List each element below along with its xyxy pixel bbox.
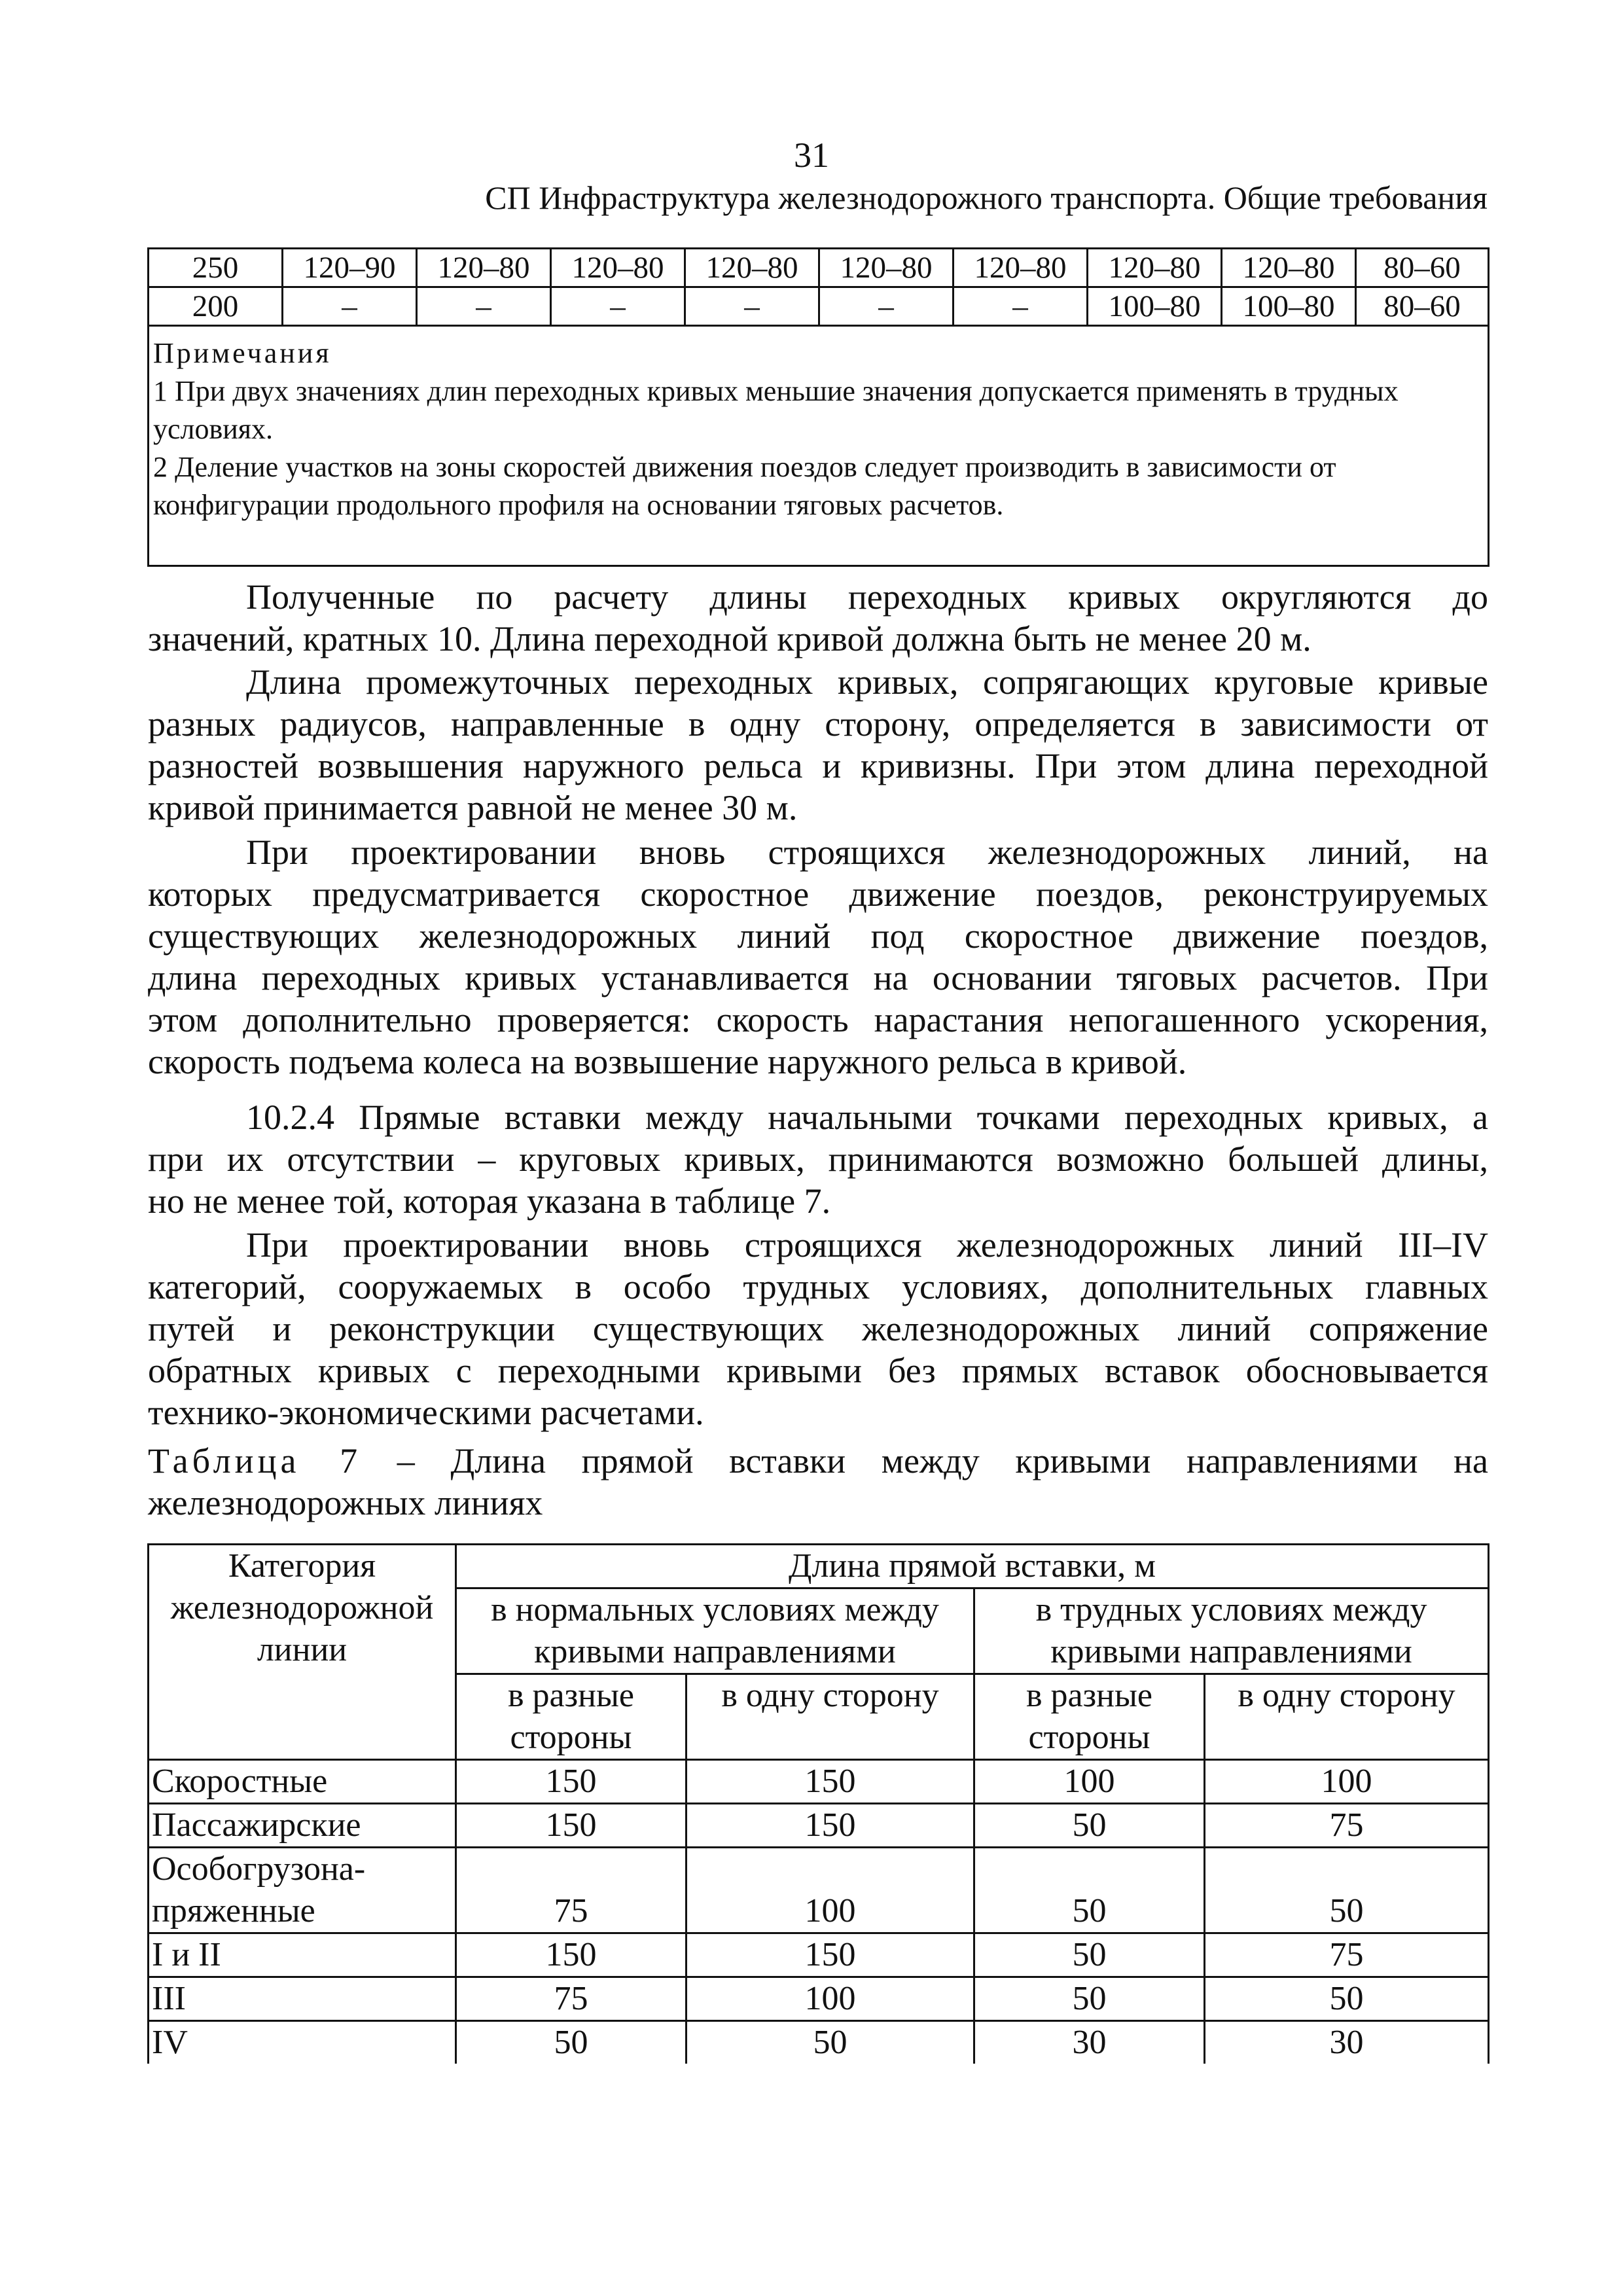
table-cell: 75 xyxy=(1205,1804,1489,1848)
text-line: при их отсутствии – круговых кривых, принимаются возможно большей длины, xyxy=(148,1139,1488,1179)
table-caption xyxy=(148,1440,1488,1524)
text-line: обратных кривых с переходными кривыми без прямых вставок обосновывается xyxy=(148,1351,1488,1390)
table-cell: 30 xyxy=(1205,2021,1489,2064)
row-category: Особогрузона-пряженные xyxy=(149,1848,456,1933)
table-cell: 50 xyxy=(687,2021,974,2064)
running-header: СП Инфраструктура железнодорожного транспорта. Общие требования xyxy=(485,179,1488,216)
text-line: путей и реконструкции существующих железнодорожных линий сопряжение xyxy=(148,1309,1488,1348)
table-cell: 75 xyxy=(1205,1933,1489,1977)
table-row xyxy=(149,1804,1489,1848)
text-line: разностей возвышения наружного рельса и кривизны. При этом длина переходной xyxy=(148,746,1488,785)
row-category: Скоростные xyxy=(149,1760,456,1804)
header-diff-sides: в разные стороны xyxy=(974,1674,1205,1760)
table-row xyxy=(149,1760,1489,1804)
table-row xyxy=(149,1977,1489,2021)
text-line: значений, кратных 10. Длина переходной кривой должна быть не менее 20 м. xyxy=(148,619,1311,658)
text-line: этом дополнительно проверяется: скорость нарастания непогашенного ускорения, xyxy=(148,1000,1488,1039)
table-cell: – xyxy=(551,287,685,326)
text-line: длина переходных кривых устанавливается на основании тяговых расчетов. При xyxy=(148,958,1488,997)
row-category: III xyxy=(149,1977,456,2021)
text-line: Полученные по расчету длины переходных кривых округляются до xyxy=(246,577,1488,617)
text-line: 10.2.4 Прямые вставки между начальными точками переходных кривых, а xyxy=(246,1098,1488,1137)
table-cell: 120–80 xyxy=(417,249,551,287)
paragraph xyxy=(148,1224,1488,1433)
header-one-side: в одну сторону xyxy=(687,1674,974,1760)
table-cell: 200 xyxy=(149,287,283,326)
text-line: которых предусматривается скоростное движение поездов, реконструируемых xyxy=(148,874,1488,914)
caption-line xyxy=(148,1440,1488,1482)
header-one-side: в одну сторону xyxy=(1205,1674,1489,1760)
table-cell: 120–80 xyxy=(685,249,819,287)
table-row xyxy=(149,2021,1489,2064)
table-cell: 120–80 xyxy=(551,249,685,287)
caption-text: – Длина прямой вставки между кривыми направлениями на xyxy=(361,1441,1489,1480)
notes-cell xyxy=(149,326,1489,566)
page-number: 31 xyxy=(794,135,829,175)
text-line: разных радиусов, направленные в одну сторону, определяется в зависимости от xyxy=(148,704,1488,744)
table-cell: 75 xyxy=(456,1848,687,1933)
table-cell: 50 xyxy=(1205,1848,1489,1933)
text-line: скорость подъема колеса на возвышение наружного рельса в кривой. xyxy=(148,1042,1187,1081)
header-difficult: в трудных условиях между кривыми направлениями xyxy=(974,1588,1489,1674)
paragraph xyxy=(148,831,1488,1083)
table-cell: 100 xyxy=(687,1848,974,1933)
table-cell: 100 xyxy=(687,1977,974,2021)
text-line: кривой принимается равной не менее 30 м. xyxy=(148,788,798,827)
table-cell: 150 xyxy=(687,1760,974,1804)
table-cell: 100 xyxy=(1205,1760,1489,1804)
row-category: IV xyxy=(149,2021,456,2064)
caption-line: железнодорожных линиях xyxy=(148,1483,543,1522)
table-cell: – xyxy=(283,287,417,326)
table-cell: 150 xyxy=(456,1760,687,1804)
table-cell: 150 xyxy=(687,1933,974,1977)
row-category: I и II xyxy=(149,1933,456,1977)
notes-title: Примечания xyxy=(153,337,332,369)
table-row xyxy=(149,249,1489,287)
table-cell: 50 xyxy=(974,1804,1205,1848)
table-cell: 50 xyxy=(456,2021,687,2064)
table-cell: 100 xyxy=(974,1760,1205,1804)
table-cell: 30 xyxy=(974,2021,1205,2064)
header-length: Длина прямой вставки, м xyxy=(456,1545,1489,1588)
table-header-row xyxy=(149,1545,1489,1588)
table-cell: 75 xyxy=(456,1977,687,2021)
note-item: 2 Деление участков на зоны скоростей движения поездов следует производить в зависимости от конфигурации продольного профиля на основании тяговых расчетов. xyxy=(153,451,1336,521)
table-cell: 120–80 xyxy=(1222,249,1356,287)
text-line: категорий, сооружаемых в особо трудных условиях, дополнительных главных xyxy=(148,1267,1488,1306)
table-row xyxy=(149,1848,1489,1933)
table-cell: 120–90 xyxy=(283,249,417,287)
table-cell: 80–60 xyxy=(1356,249,1489,287)
table-cell: 50 xyxy=(1205,1977,1489,2021)
paragraph xyxy=(148,576,1488,660)
table-cell: – xyxy=(819,287,954,326)
table-cell: 80–60 xyxy=(1356,287,1489,326)
table-cell: 120–80 xyxy=(1088,249,1222,287)
text-line: При проектировании вновь строящихся железнодорожных линий, на xyxy=(246,833,1488,872)
text-line: существующих железнодорожных линий под скоростное движение поездов, xyxy=(148,916,1488,956)
row-category: Пассажирские xyxy=(149,1804,456,1848)
table-7 xyxy=(147,1543,1489,2064)
table-cell: 250 xyxy=(149,249,283,287)
header-diff-sides: в разные стороны xyxy=(456,1674,687,1760)
table-cell: – xyxy=(954,287,1088,326)
table-cell: 50 xyxy=(974,1933,1205,1977)
table-cell: 120–80 xyxy=(819,249,954,287)
table-cell: – xyxy=(417,287,551,326)
text-line: Длина промежуточных переходных кривых, сопрягающих круговые кривые xyxy=(246,662,1488,702)
table-cell: 100–80 xyxy=(1222,287,1356,326)
continued-table xyxy=(147,247,1489,567)
header-normal: в нормальных условиях между кривыми направлениями xyxy=(456,1588,974,1674)
header-category: Категория железнодорожной линии xyxy=(149,1545,456,1760)
table-row xyxy=(149,1933,1489,1977)
table-cell: 150 xyxy=(687,1804,974,1848)
table-cell: 120–80 xyxy=(954,249,1088,287)
paragraph xyxy=(148,661,1488,829)
text-line: При проектировании вновь строящихся железнодорожных линий III–IV xyxy=(246,1225,1488,1265)
table-cell: 150 xyxy=(456,1804,687,1848)
table-cell: 100–80 xyxy=(1088,287,1222,326)
table-cell: 50 xyxy=(974,1848,1205,1933)
table-cell: – xyxy=(685,287,819,326)
text-line: технико-экономическими расчетами. xyxy=(148,1393,704,1432)
table-row xyxy=(149,287,1489,326)
table-cell: 150 xyxy=(456,1933,687,1977)
paragraph xyxy=(148,1096,1488,1222)
text-line: но не менее той, которая указана в таблице 7. xyxy=(148,1181,831,1221)
notes-row xyxy=(149,326,1489,566)
note-item: 1 При двух значениях длин переходных кривых меньшие значения допускается применять в трудных условиях. xyxy=(153,375,1399,445)
table-cell: 50 xyxy=(974,1977,1205,2021)
caption-label: Таблица 7 xyxy=(148,1441,362,1480)
